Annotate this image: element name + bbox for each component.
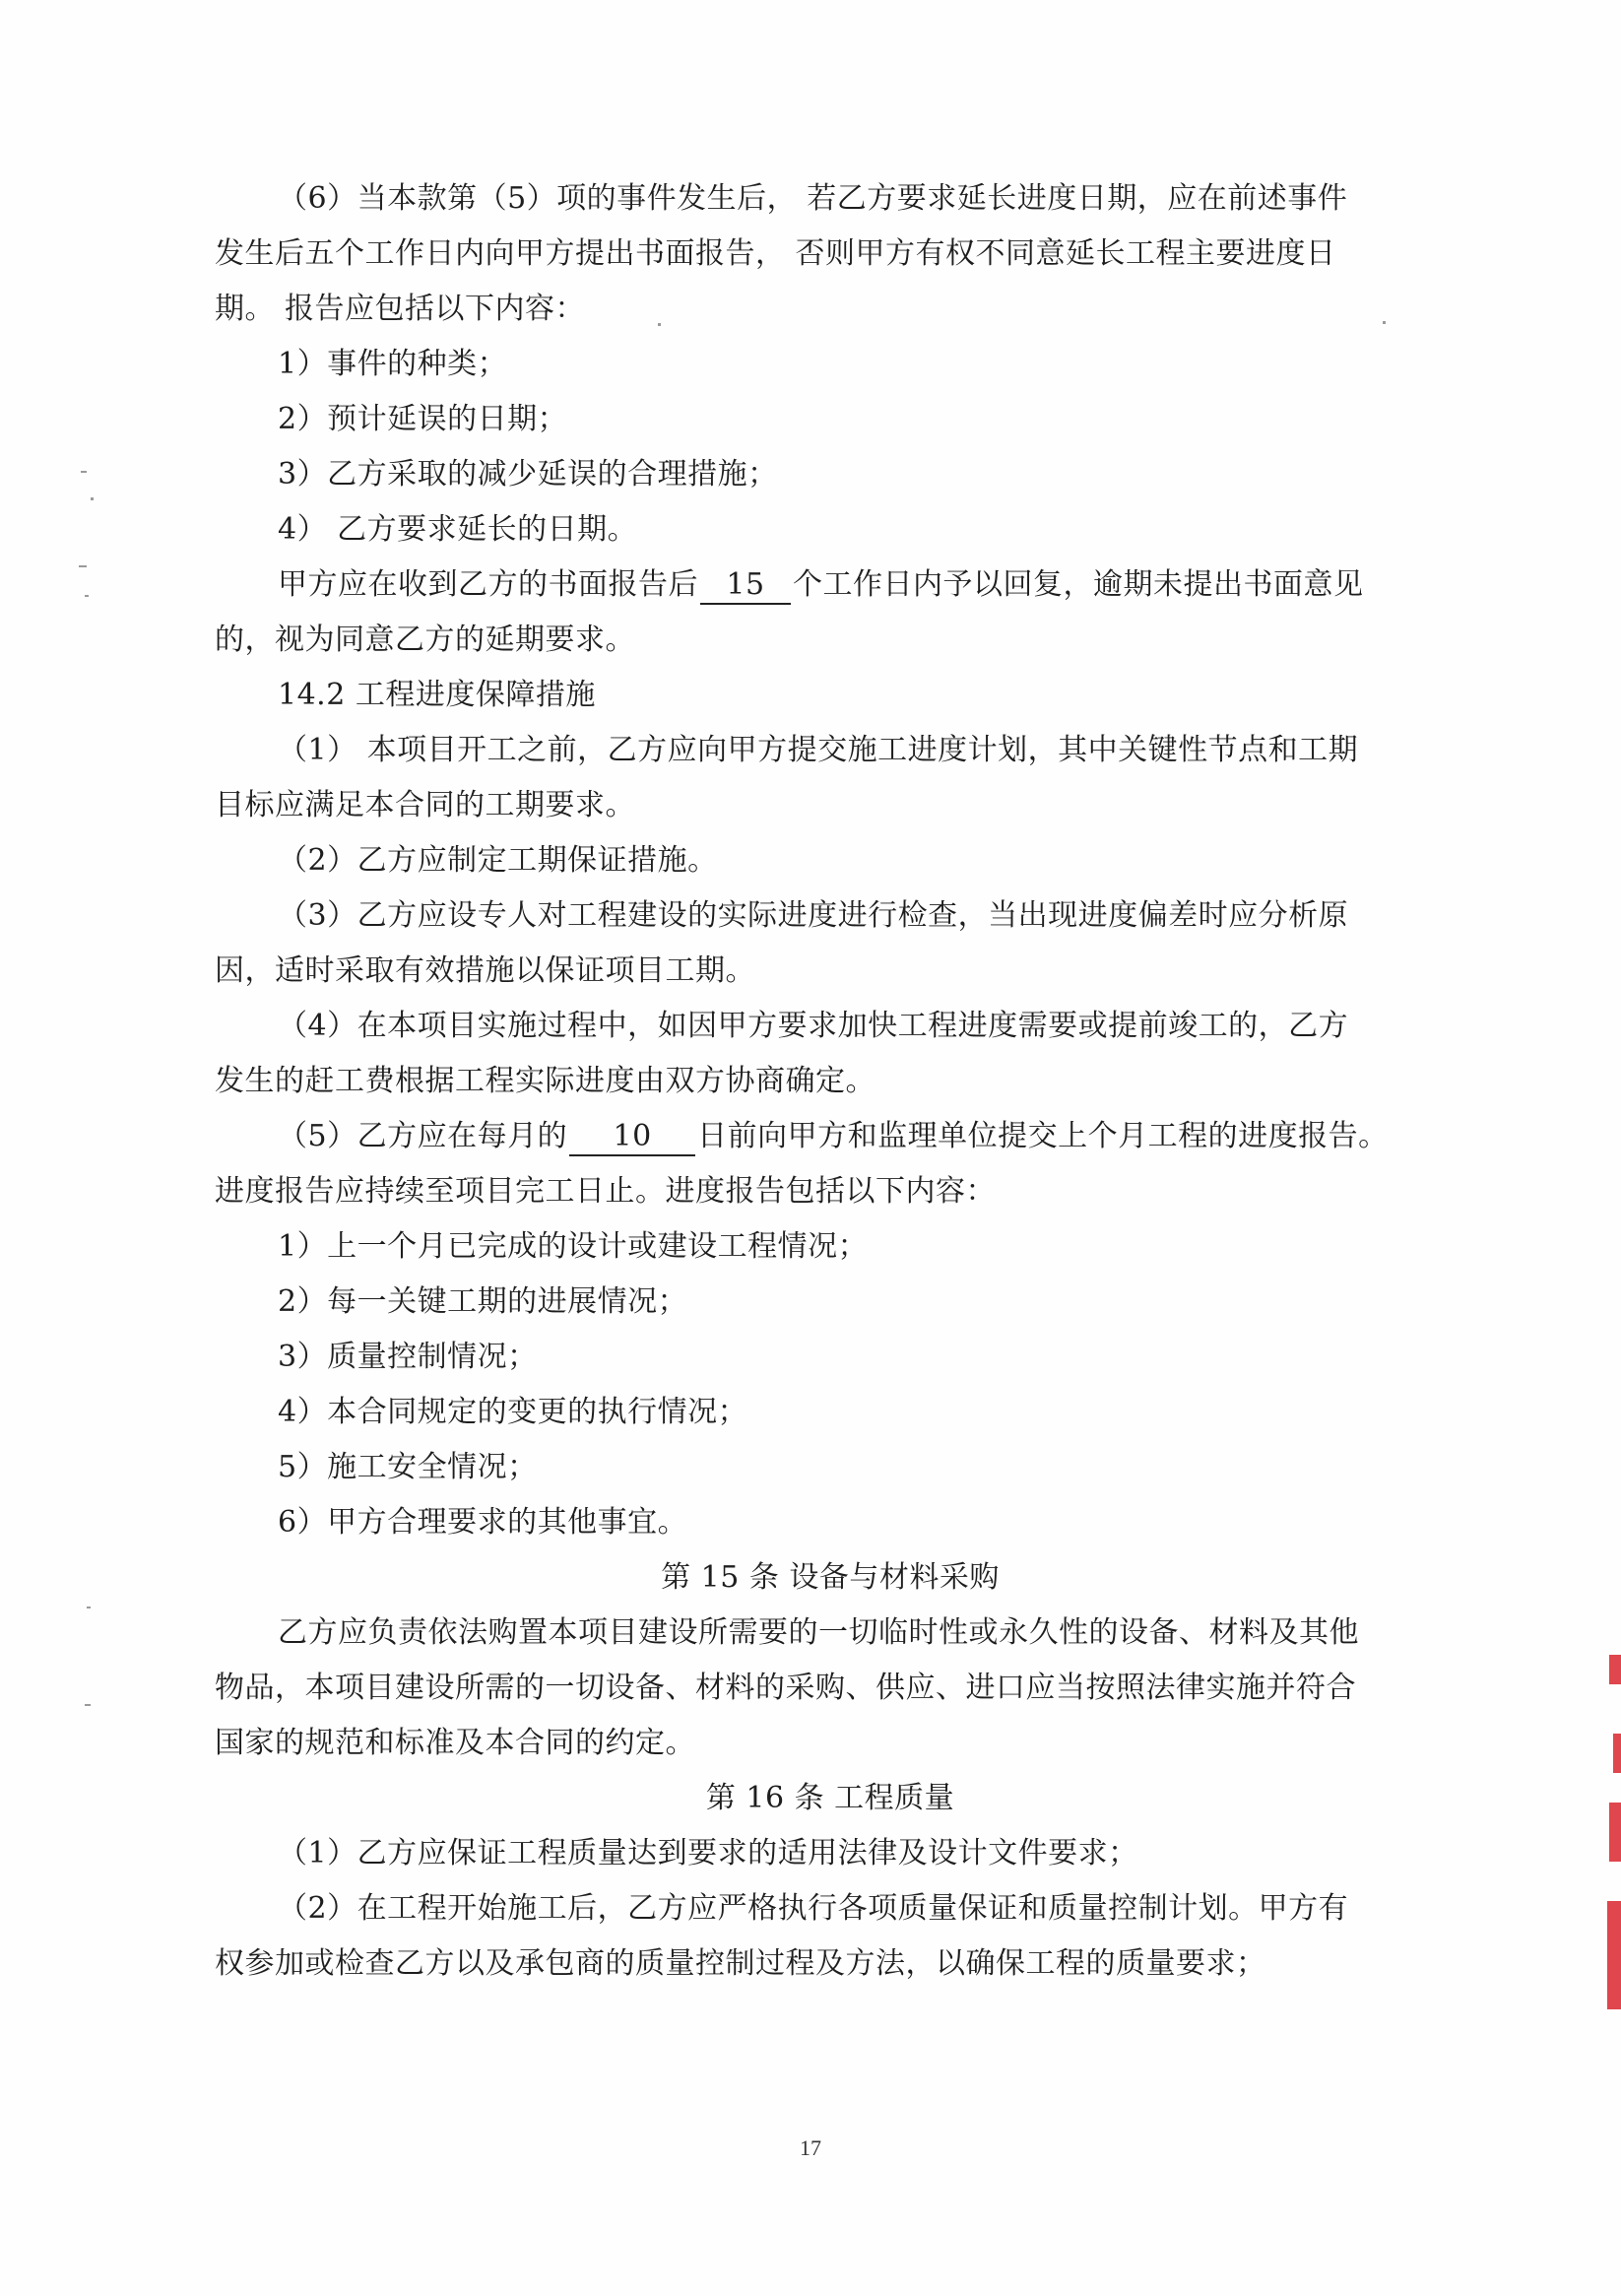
article-15-heading: 第 15 条 设备与材料采购 (661, 1560, 1000, 1595)
text-line: 目标应满足本合同的工期要求。 (215, 788, 635, 822)
text-line: 3）乙方采取的减少延误的合理措施； (278, 457, 778, 492)
text-line: 14.2 工程进度保障措施 (278, 678, 596, 712)
scan-speck (91, 497, 94, 500)
reply-days-blank: 15 (700, 567, 791, 605)
text-line: 2）预计延误的日期； (278, 402, 568, 436)
report-day-blank: 10 (569, 1119, 695, 1156)
document-body (215, 171, 1446, 1992)
article-15-body (215, 1606, 1446, 1771)
page-number: 17 (800, 2135, 821, 2160)
text-line: （2）在工程开始施工后，乙方应严格执行各项质量保证和质量控制计划。甲方有 (278, 1891, 1349, 1926)
report-line-before: （5）乙方应在每月的 (278, 1119, 568, 1153)
text-line: 5）施工安全情况； (278, 1450, 538, 1484)
text-line: 因，适时采取有效措施以保证项目工期。 (215, 953, 755, 988)
red-seal-edge (1603, 1655, 1621, 2068)
text-line: 3）质量控制情况； (278, 1340, 538, 1374)
scan-speck (79, 565, 87, 567)
text-line: （4）在本项目实施过程中，如因甲方要求加快工程进度需要或提前竣工的，乙方 (278, 1009, 1349, 1043)
clause-14-2 (215, 613, 1446, 1109)
scan-speck (85, 1704, 91, 1706)
clause-14-1-6 (215, 171, 1446, 558)
reply-line-after: 个工作日内予以回复，逾期未提出书面意见 (793, 567, 1364, 602)
text-line: 的，视为同意乙方的延期要求。 (215, 623, 635, 657)
text-line: 1）事件的种类； (278, 347, 508, 381)
text-line: 进度报告应持续至项目完工日止。进度报告包括以下内容： (215, 1174, 996, 1209)
reply-deadline-line (215, 558, 1446, 613)
scan-speck (81, 471, 87, 473)
text-line: （1） 本项目开工之前，乙方应向甲方提交施工进度计划，其中关键性节点和工期 (278, 733, 1359, 767)
reply-line-before: 甲方应在收到乙方的书面报告后 (278, 567, 698, 602)
text-line: 期。 报告应包括以下内容： (215, 292, 586, 326)
text-line: 4） 乙方要求延长的日期。 (278, 512, 638, 547)
report-deadline-line (215, 1109, 1446, 1164)
text-line: 国家的规范和标准及本合同的约定。 (215, 1726, 695, 1760)
scan-speck (1383, 321, 1386, 324)
text-line: （3）乙方应设专人对工程建设的实际进度进行检查，当出现进度偏差时应分析原 (278, 898, 1349, 933)
scan-speck (658, 323, 661, 326)
text-line: 发生的赶工费根据工程实际进度由双方协商确定。 (215, 1064, 875, 1098)
text-line: 2）每一关键工期的进展情况； (278, 1284, 688, 1319)
scan-speck (85, 595, 89, 597)
text-line: 6）甲方合理要求的其他事宜。 (278, 1505, 688, 1540)
text-line: 乙方应负责依法购置本项目建设所需要的一切临时性或永久性的设备、材料及其他 (278, 1615, 1359, 1650)
text-line: 物品，本项目建设所需的一切设备、材料的采购、供应、进口应当按照法律实施并符合 (215, 1671, 1356, 1705)
scan-speck (87, 1607, 91, 1608)
progress-report-items (215, 1164, 1446, 1550)
text-line: 权参加或检查乙方以及承包商的质量控制过程及方法，以确保工程的质量要求； (215, 1946, 1266, 1981)
article-16-body (215, 1826, 1446, 1992)
text-line: 发生后五个工作日内向甲方提出书面报告， 否则甲方有权不同意延长工程主要进度日 (215, 236, 1336, 271)
article-16-heading: 第 16 条 工程质量 (705, 1781, 955, 1815)
text-line: （6）当本款第（5）项的事件发生后， 若乙方要求延长进度日期，应在前述事件 (278, 181, 1348, 216)
text-line: （2）乙方应制定工期保证措施。 (278, 843, 718, 878)
text-line: （1）乙方应保证工程质量达到要求的适用法律及设计文件要求； (278, 1836, 1138, 1870)
text-line: 1）上一个月已完成的设计或建设工程情况； (278, 1229, 869, 1264)
report-line-after: 日前向甲方和监理单位提交上个月工程的进度报告。 (697, 1119, 1389, 1153)
text-line: 4）本合同规定的变更的执行情况； (278, 1395, 748, 1429)
